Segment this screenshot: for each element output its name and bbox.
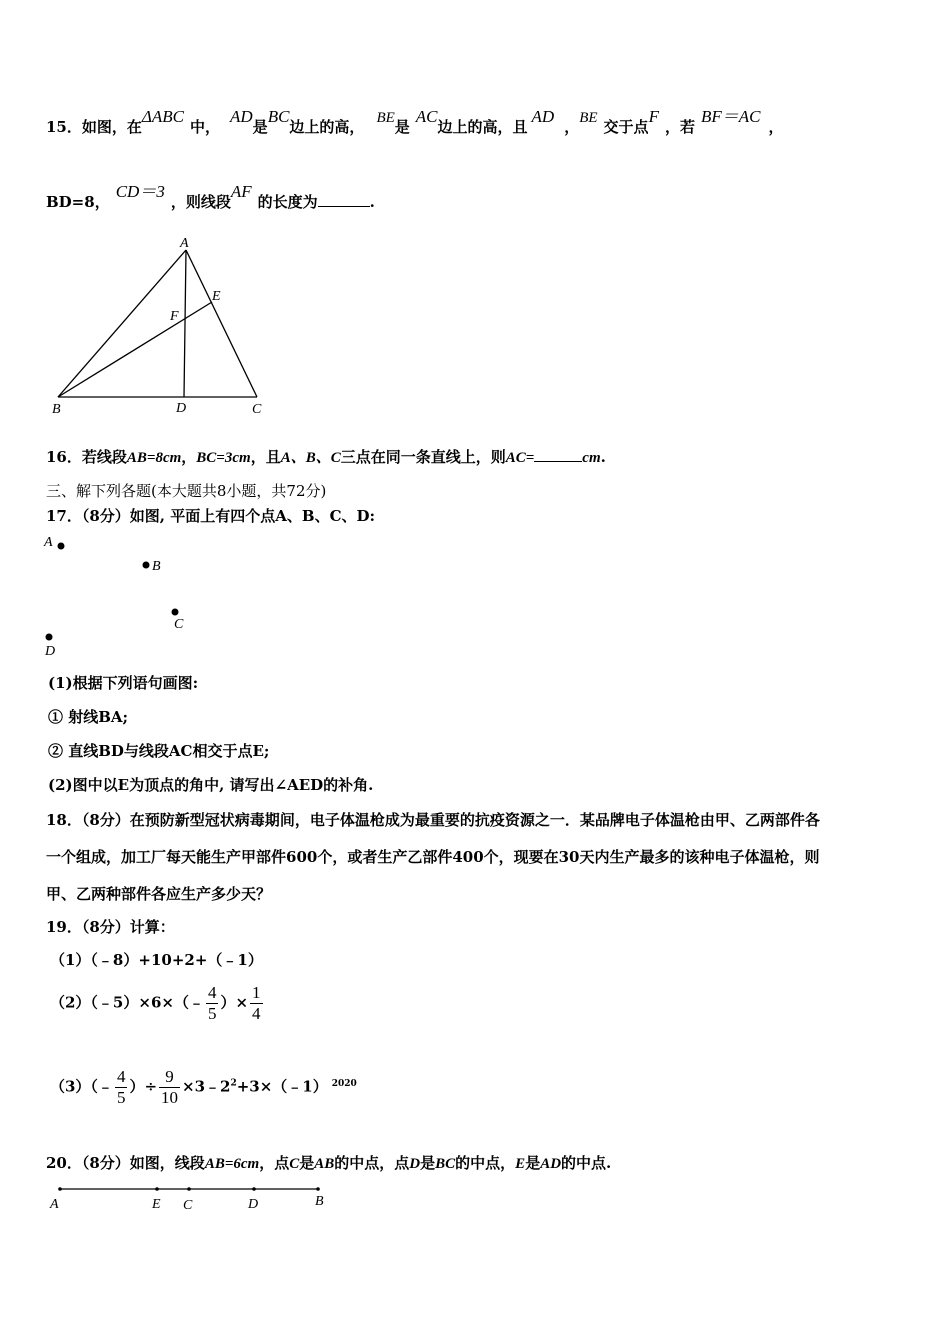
fraction-4-5 [206,983,219,1024]
text: 的中点. [561,1154,612,1172]
math-ab: AB=6cm [204,1156,260,1172]
label-b: B [152,559,161,574]
math-triangle-abc: ΔABC [141,107,184,126]
math-be: BE [579,110,598,126]
section-heading: 三、解下列各题(本大题共8小题，共72分) [46,482,327,500]
segment-be [58,302,212,397]
text: ， [768,118,784,136]
text: ×3﹣2 [182,1077,231,1096]
label-d: D [248,1197,259,1212]
text: 若线段 [81,448,127,466]
q18-line3: 甲、乙两种部件各应生产多少天？ [46,885,272,903]
exponent: 2 [230,1078,237,1089]
label-d: D [45,644,56,659]
text: BD=8， [46,193,110,211]
math-bf-eq-ac: BF＝AC [700,107,761,126]
fraction-9-10 [159,1067,180,1108]
text: （3）（﹣ [50,1077,113,1096]
text: 20．（8分）如图，线段 [46,1154,205,1172]
segment-figure [40,1178,340,1218]
text: +3×（﹣1） [236,1077,328,1096]
label-d: D [176,401,187,416]
text: 是 [252,118,268,136]
q19-part1: （1）（﹣8）+10+2+（﹣1） [50,951,263,969]
text: ，点 [259,1154,290,1172]
math-ab: AB [314,1156,335,1172]
text: 的中点， [455,1154,516,1172]
math-ad: AD [540,1156,562,1172]
text: 是 [420,1154,436,1172]
text: ）÷ [129,1077,158,1096]
math-be: BE [376,110,395,126]
math-ad: AD [531,107,555,126]
text: ，则线段 [170,193,231,211]
text: 边上的高， [289,118,365,136]
point-b [316,1187,320,1191]
q19-part2 [50,983,265,1024]
math-cd-eq-3: CD＝3 [115,182,165,201]
answer-blank[interactable] [318,206,370,207]
label-f: F [170,309,179,324]
segment-ba [58,250,186,397]
text: 中， [189,118,220,136]
text: （2）（﹣5）×6×（﹣ [50,993,204,1012]
denominator: 5 [116,1088,126,1107]
denominator: 5 [207,1004,217,1023]
point-b [143,562,150,569]
text: 的长度为 [257,193,318,211]
math-c: C [289,1156,300,1172]
math-bc: BC=3cm [196,450,251,466]
label-c: C [252,402,262,417]
q15-line2 [46,182,375,212]
q19-part3 [50,1067,357,1108]
text: ， [181,448,197,466]
q18-line1: 18．（8分）在预防新型冠状病毒期间，电子体温枪成为最重要的抗疫资源之一．某品牌电子体温枪由甲、乙两部件各 [46,811,820,829]
text: 是 [525,1154,541,1172]
text: 边上的高，且 [437,118,528,136]
question-number: 16． [46,448,82,466]
label-c: C [183,1198,193,1213]
fraction-4-5 [115,1067,128,1108]
text: 如图，在 [81,118,142,136]
q15-line1 [46,107,784,137]
numerator: 4 [116,1067,126,1086]
math-e: E [515,1156,526,1172]
q17-part2: (2)图中以E为顶点的角中, 请写出∠AED的补角. [48,776,374,794]
math-bc: BC [435,1156,456,1172]
math-ad: AD [230,107,253,126]
label-e: E [212,289,221,304]
segment-ac [186,250,257,397]
q16 [46,446,606,467]
triangle-figure [40,230,280,425]
question-number: 15． [46,118,82,136]
text: ）× [220,993,249,1012]
text: 三点在同一条直线上，则 [340,448,506,466]
point-e [155,1187,159,1191]
label-b: B [52,402,61,417]
math-f: F [648,107,659,126]
point-c [172,609,179,616]
q20 [46,1152,611,1173]
q18-line2: 一个组成，加工厂每天能生产甲部件600个，或者生产乙部件400个，现要在30天内生产最多的该种电子体温枪，则 [46,848,820,866]
text: ，若 [664,118,695,136]
text: 的中点，点 [334,1154,410,1172]
fraction-1-4 [250,983,263,1024]
point-d [46,634,53,641]
segment-ad [184,250,186,397]
numerator: 4 [207,983,217,1002]
denominator: 4 [252,1004,261,1023]
label-b: B [315,1194,324,1209]
math-d: D [409,1156,421,1172]
label-e: E [152,1197,161,1212]
point-a [58,1187,62,1191]
q17-step2: ② 直线BD与线段AC相交于点E; [48,742,270,760]
denominator: 10 [161,1088,179,1107]
text: 是 [299,1154,315,1172]
text: ，且 [250,448,281,466]
numerator: 1 [252,983,261,1002]
math-ab: AB=8cm [126,450,182,466]
q19-heading: 19．（8分）计算： [46,918,175,936]
label-a: A [44,535,53,550]
answer-blank[interactable] [534,461,582,462]
math-bc: BC [267,107,290,126]
math-ac: AC [415,107,438,126]
text: . [369,193,375,211]
points-figure [40,530,210,660]
point-c [187,1187,191,1191]
numerator: 9 [159,1067,180,1088]
q17-heading: 17．（8分）如图, 平面上有四个点A、B、C、D: [46,507,376,525]
text: 是 [394,118,410,136]
q17-step1: ① 射线BA; [48,708,129,726]
label-c: C [174,617,184,632]
q17-part1: (1)根据下列语句画图: [48,674,199,692]
text: . [600,448,606,466]
point-d [252,1187,256,1191]
text: 交于点 [603,118,649,136]
unit: cm [582,450,601,466]
math-ac: AC= [505,450,535,466]
label-a: A [50,1197,59,1212]
math-af: AF [230,182,252,201]
label-a: A [180,236,189,251]
text: ， [564,118,580,136]
exponent: 2020 [331,1078,357,1089]
point-a [58,543,65,550]
math-points: A、B、C [280,450,341,466]
